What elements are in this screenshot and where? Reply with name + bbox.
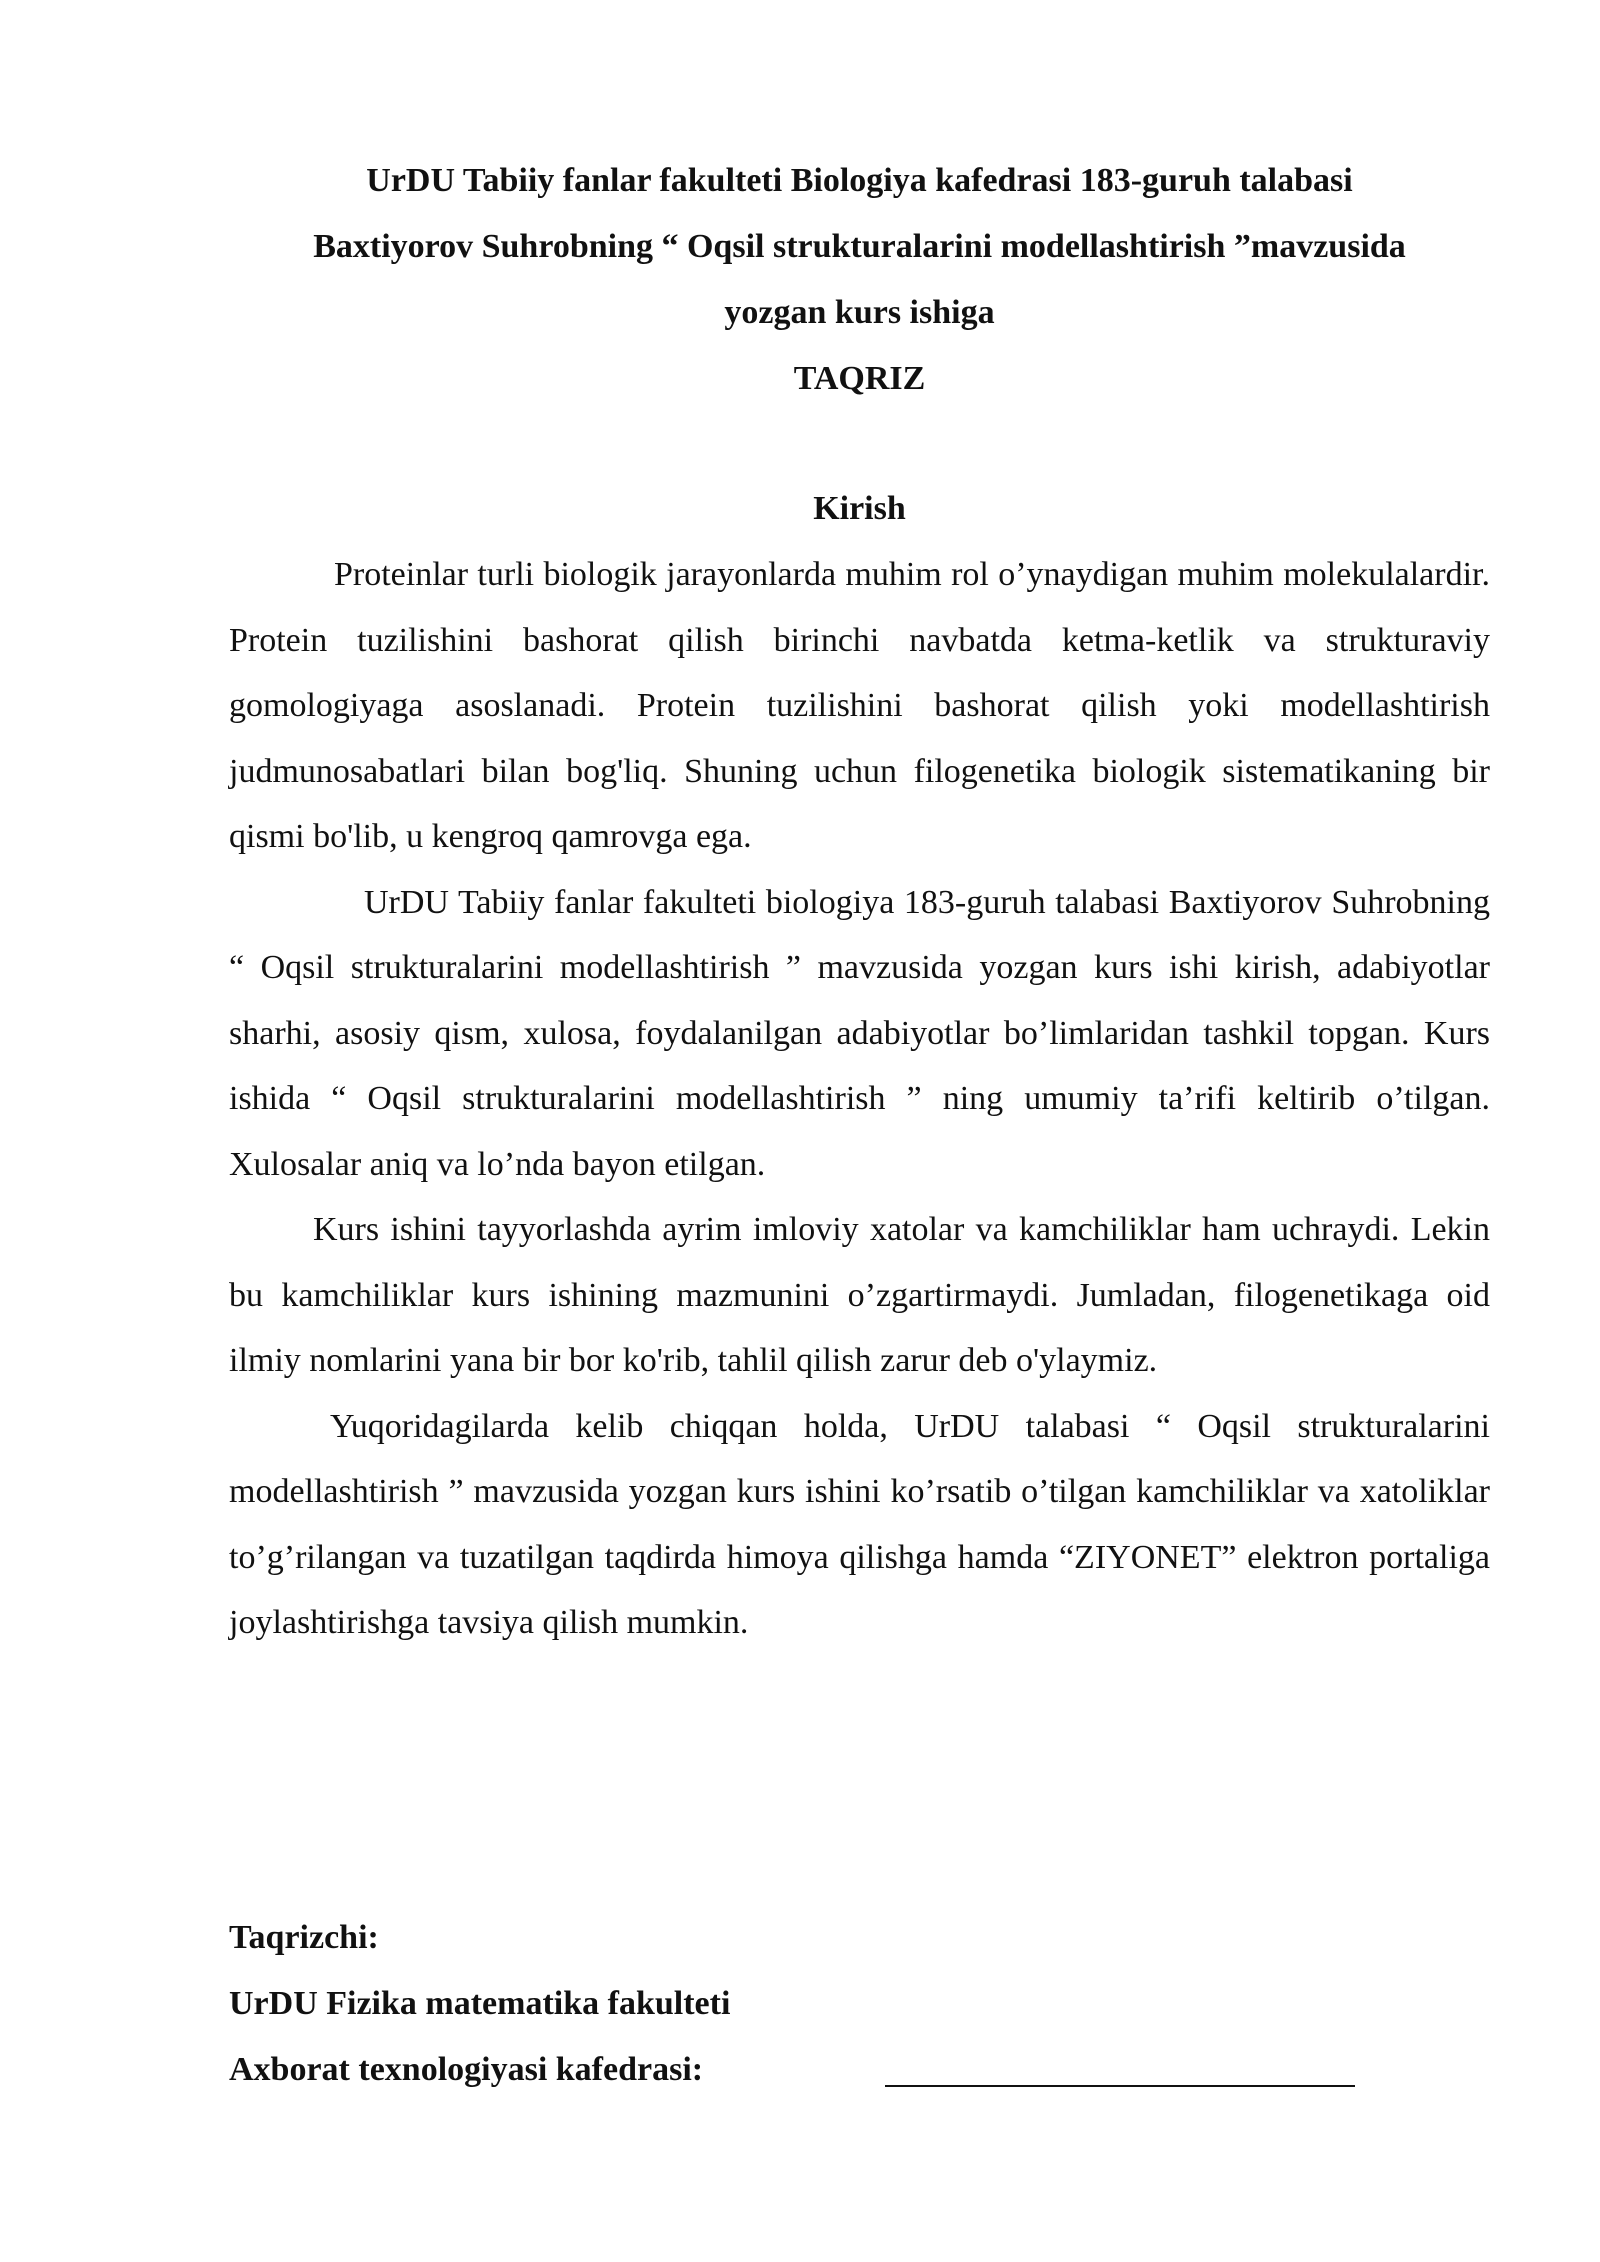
reviewer-faculty: UrDU Fizika matematika fakulteti [229,1985,731,2022]
signature-block [229,1905,1490,2103]
signature-line [885,2083,1355,2087]
document-body [229,148,1490,1656]
document-title: TAQRIZ [793,360,926,397]
paragraph-1: Proteinlar turli biologik jarayonlarda muhim rol o’ynaydigan muhim molekulalardir. Protein tuzilishini bashorat qilish birinchi navbatda ketma-ketlik va strukturaviy gomologiyaga asoslanadi. Protein tuzilishini bashorat qilish yoki modellashtirish judmunosabatlari bilan bog'liq. Shuning uchun filogenetika biologik sistematikaning bir qismi bo'lib, u kengroq qamrovga ega. [229,556,1490,855]
paragraph-4: Yuqoridagilarda kelib chiqqan holda, UrDU talabasi “ Oqsil strukturalarini modellashtirish ” mavzusida yozgan kurs ishini ko’rsatib o’tilgan kamchiliklar va xatoliklar to’g’rilangan va tuzatilgan taqdirda himoya qilishga hamda “ZIYONET” elektron portaliga joylashtirishga tavsiya qilish mumkin. [229,1407,1490,1641]
reviewer-department: Axborat texnologiyasi kafedrasi: [229,2051,704,2088]
header-line-1: UrDU Tabiiy fanlar fakulteti Biologiya kafedrasi 183-guruh talabasi [366,162,1353,199]
header-line-3: yozgan kurs ishiga [724,294,995,331]
reviewer-label: Taqrizchi: [229,1919,379,1956]
reviewer-department-row [229,2037,1490,2103]
section-title: Kirish [813,490,906,527]
paragraph-2: UrDU Tabiiy fanlar fakulteti biologiya 183-guruh talabasi Baxtiyorov Suhrobning “ Oqsil strukturalarini modellashtirish ” mavzusida yozgan kurs ishi kirish, adabiyotlar sharhi, asosiy qism, xulosa, foydalanilgan adabiyotlar bo’limlaridan tashkil topgan. Kurs ishida “ Oqsil strukturalarini modellashtirish ” ning umumiy ta’rifi keltirib o’tilgan. Xulosalar aniq va lo’nda bayon etilgan. [229,883,1490,1183]
header-line-2: Baxtiyorov Suhrobning “ Oqsil strukturalarini modellashtirish ”mavzusida [313,228,1406,265]
document-header [229,148,1490,412]
paragraph-3: Kurs ishini tayyorlashda ayrim imloviy xatolar va kamchiliklar ham uchraydi. Lekin bu kamchiliklar kurs ishining mazmunini o’zgartirmaydi. Jumladan, filogenetikaga oid ilmiy nomlarini yana bir bor ko'rib, tahlil qilish zarur deb o'ylaymiz. [229,1211,1490,1379]
